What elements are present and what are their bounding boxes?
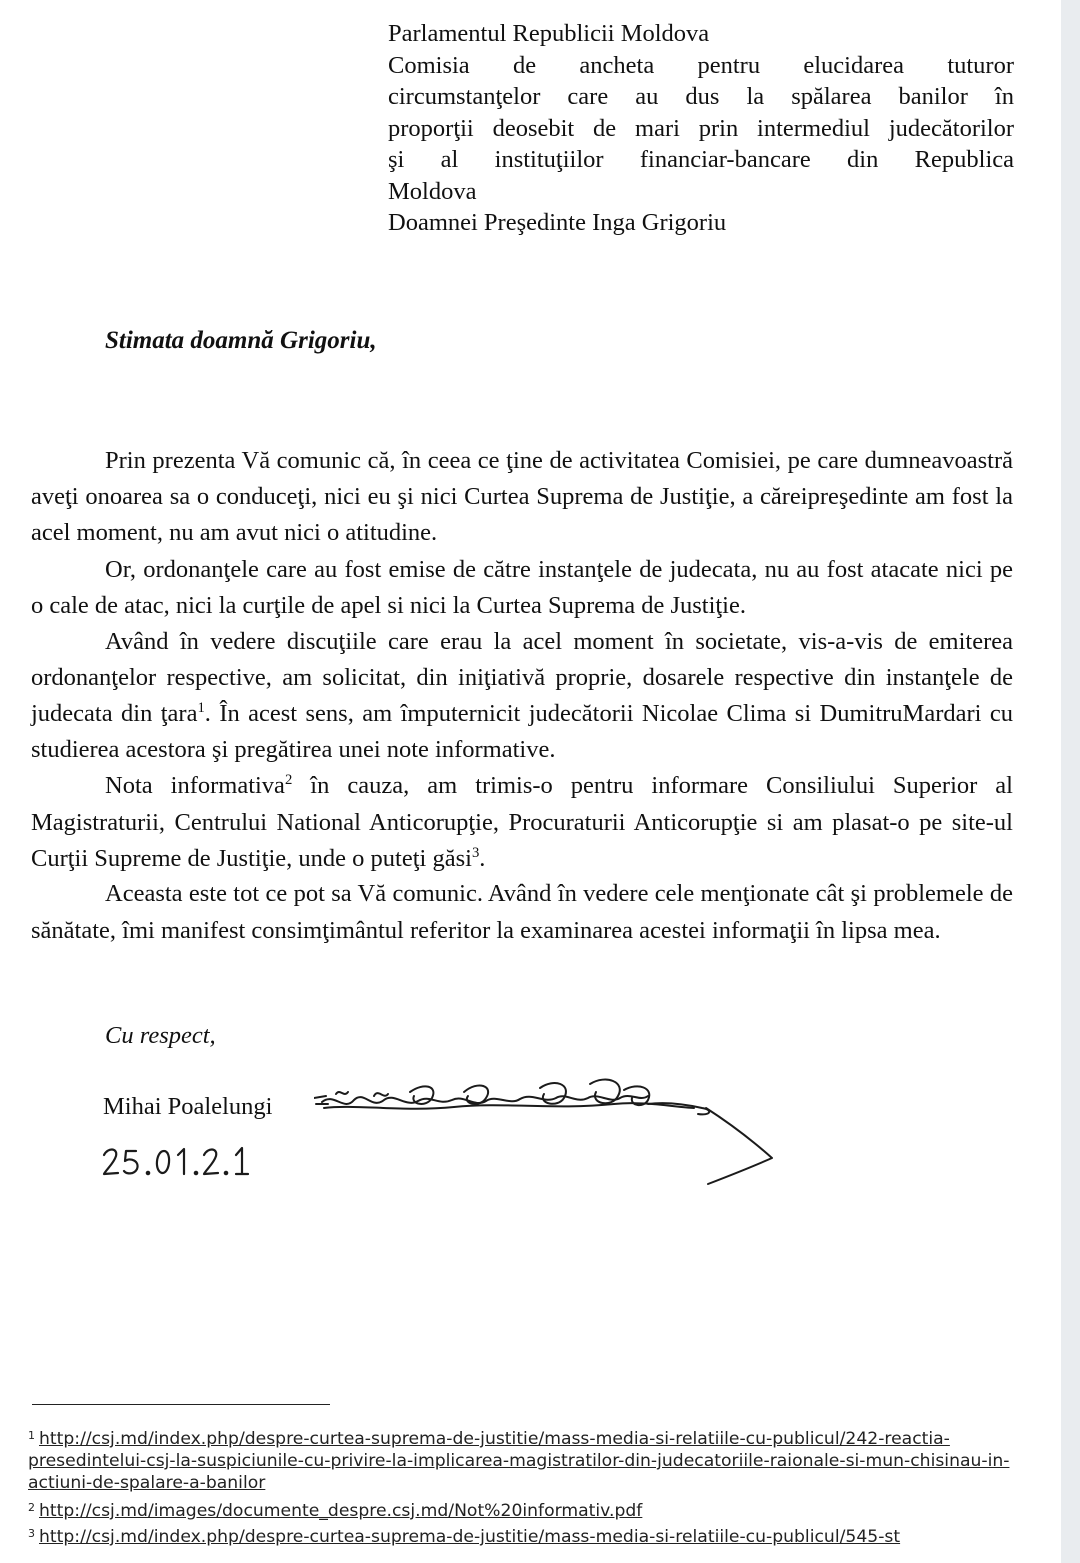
footnote-1-link-line[interactable]: presedintelui-csj-la-suspiciunile-cu-privire-la-implicarea-magistratilor-din-judecatoriile-raionale-si-mun-chisinau-in- <box>28 1451 1010 1471</box>
footnote-ref-1: 1 <box>197 699 205 716</box>
page-edge-strip <box>1061 0 1080 1563</box>
paragraph-4-text-b: în cauza, am trimis-o pentru informare Consiliului Superior al Magistraturii, Centrului National Anticorupţie, Procuraturii Anticorupţie si am plasat-o pe site-ul Curţii Supreme de Justiţie, unde o puteţi găsi <box>31 772 1013 872</box>
letter-body <box>31 443 1013 949</box>
addressee-parliament: Parlamentul Republicii Moldova <box>388 20 710 47</box>
paragraph-3-text-b: . În acest sens, am împuternicit judecătorii Nicolae Clima si DumitruMardari cu studierea acestora şi pregătirea unei note informative. <box>31 699 1013 764</box>
greeting: Stimata doamnă Grigoriu, <box>105 327 377 354</box>
paragraph-3-text-a: Având în vedere discuţiile care erau la acel moment în societate, vis-a-vis de emiterea ordonanţelor respective, am solicitat, din iniţiativă proprie, dosarele respective din instanţele de judecata din ţara <box>31 627 1013 727</box>
body-paragraph-3 <box>31 624 1013 769</box>
paragraph-4-text-c: . <box>479 844 486 872</box>
footnote-1-mark: 1 <box>28 1429 35 1442</box>
addressee-commission-line: circumstanţelor care au dus la spălarea banilor în <box>388 83 1014 110</box>
body-paragraph-4 <box>31 768 1013 877</box>
signer-name: Mihai Poalelungi <box>103 1093 273 1120</box>
footnote-2-mark: 2 <box>28 1501 35 1514</box>
addressee-commission-last-line: Moldova <box>388 177 477 205</box>
footnote-1 <box>28 1428 1028 1494</box>
footnote-separator <box>32 1404 330 1405</box>
addressee-commission-line: Comisia de ancheta pentru elucidarea tuturor <box>388 51 1014 79</box>
footnote-ref-2: 2 <box>284 772 293 789</box>
closing: Cu respect, <box>105 1022 216 1049</box>
paragraph-4-text-a: Nota informativa <box>105 772 285 800</box>
body-paragraph-2: Or, ordonanţele care au fost emise de către instanţele de judecata, nu au fost atacate nici pe o cale de atac, nici la curţile de apel si nici la Curtea Suprema de Justiţie. <box>31 555 1013 619</box>
footnote-2-link[interactable]: http://csj.md/images/documente_despre.csj.md/Not%20informativ.pdf <box>39 1501 643 1521</box>
footnote-3 <box>28 1526 1028 1548</box>
addressee-commission-line: şi al instituţiilor financiar-bancare din Republica <box>388 146 1014 173</box>
addressee-commission-line: proporţii deosebit de mari prin intermediul judecătorilor <box>388 114 1014 142</box>
footnote-ref-3: 3 <box>471 844 480 861</box>
footnote-1-link-line[interactable]: actiuni-de-spalare-a-banilor <box>28 1473 266 1493</box>
body-paragraph-1: Prin prezenta Vă comunic că, în ceea ce ţine de activitatea Comisiei, pe care dumneavoastră aveţi onoarea sa o conduceţi, nici eu şi nici Curtea Suprema de Justiţie, a căreipreşedinte am fost la acel moment, nu am avut nici o atitudine. <box>31 447 1013 547</box>
handwritten-signature <box>314 1074 784 1194</box>
addressee-recipient: Doamnei Preşedinte Inga Grigoriu <box>388 209 727 236</box>
footnote-3-mark: 3 <box>28 1527 35 1540</box>
footnote-3-link[interactable]: http://csj.md/index.php/despre-curtea-suprema-de-justitie/mass-media-si-relatiile-cu-publicul/545-st <box>39 1527 901 1547</box>
footnote-1-link-line[interactable]: http://csj.md/index.php/despre-curtea-suprema-de-justitie/mass-media-si-relatiile-cu-publicul/242-reactia- <box>39 1429 950 1449</box>
addressee-block <box>388 18 1014 239</box>
footnote-2 <box>28 1500 1028 1522</box>
handwritten-date <box>100 1143 260 1179</box>
body-paragraph-5: Aceasta este tot ce pot sa Vă comunic. Având în vedere cele menţionate cât şi problemele de sănătate, îmi manifest consimţimântul referitor la examinarea acestei informaţii în lipsa mea. <box>31 880 1013 944</box>
